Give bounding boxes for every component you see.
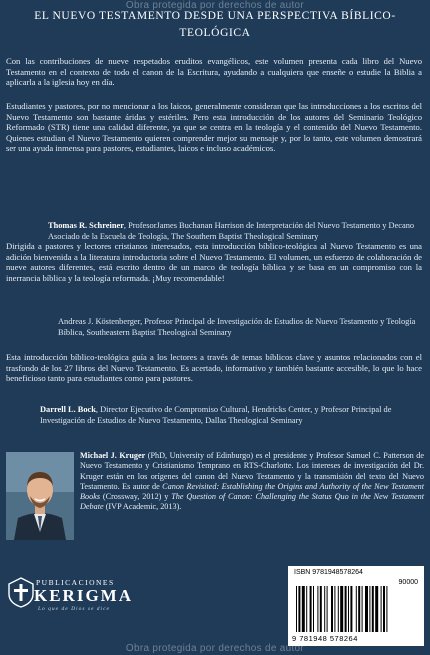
publisher-label: PUBLICACIONES: [36, 578, 115, 587]
author-name: Michael J. Kruger: [80, 451, 146, 460]
publisher-tagline: Lo que de Dios se dice: [38, 606, 110, 612]
publisher-logo: [6, 574, 146, 634]
endorsement-attribution-1: [48, 221, 424, 242]
endorser-name: Andreas J. Köstenberger: [58, 317, 141, 326]
endorsement-attribution-2: [58, 317, 424, 338]
bio-text-1: (PhD, University of Edinburgo) es el presidente y Profesor Samuel C. Patterson de Nuevo Testamento y Cristianismo Temprano en RTS-Charlotte. Los intereses de investigación del Dr. Kruger están en los orígenes del canon del Nuevo Testamento y la transmisión del texto del Nuevo Testamento. Es autor de: [80, 451, 424, 491]
price-code: 90000: [398, 579, 418, 586]
bio-text-2: (Crossway, 2012) y: [100, 492, 172, 502]
author-portrait-icon: [6, 452, 74, 540]
watermark-top: Obra protegida por derechos de autor: [125, 0, 305, 11]
endorser-title: , Profesor Principal de Investigación de Estudios de Nuevo Testamento y Teología Bíblica, Southeastern Baptist Theological Seminary: [58, 317, 416, 337]
endorser-name: Darrell L. Bock: [40, 405, 96, 414]
barcode: [288, 566, 424, 646]
back-cover-title: EL NUEVO TESTAMENTO DESDE UNA PERSPECTIVA BÍBLICO-TEOLÓGICA: [34, 10, 396, 39]
description-paragraph-2: Estudiantes y pastores, por no mencionar a los laicos, generalmente consideran que las introducciones a los escritos del Nuevo Testamento son bastante áridas y estériles. Pero esta introducción de los autores del Seminario Teológico Reformado (STR) tiene una calidad diferente, ya que se centra en la teología y el contenido del Nuevo Testamento. Quienes estudian el Nuevo Testamento quieren comprender mejor su mensaje y, por lo tanto, este volumen demostrará ser una ayuda inmensa para pastores, estudiantes, laicos e incluso académicos.: [6, 101, 422, 154]
endorsement-paragraph-2: Dirigida a pastores y lectores cristianos interesados, esta introducción bíblico-teológica al Nuevo Testamento es una adición bienvenida a la literatura introductoria sobre el Nuevo Testamento. El volumen, un esfuerzo de colaboración de nueve autores diferentes, está escrito dentro de un marco de teología bíblica y se basa en un compromiso con la inerrancia bíblica y la teología reformada. ¡Muy recomendable!: [6, 241, 422, 283]
publisher-emblem-icon: [6, 576, 36, 608]
book-title-1: Canon Revisited: Establishing the Origins and Authority of the New Testament Books: [80, 481, 424, 502]
endorsement-paragraph-3: Esta introducción bíblico-teológica guía a los lectores a través de temas bíblicos clave y asuntos relacionados con el trasfondo de los 27 libros del Nuevo Testamento. Es acertado, informativo y también bastante accesible, lo que lo hace beneficioso tanto para estudiantes como para pastores.: [6, 352, 422, 384]
endorser-title: , ProfesorJames Buchanan Harrison de Interpretación del Nuevo Testamento y Decano Asociado de la Escuela de Teología, The Southern Baptist Theological Seminary: [48, 221, 415, 241]
barcode-digits: 9 781948 578264: [292, 634, 358, 643]
publisher-name: KERIGMA: [34, 586, 133, 605]
barcode-bars-icon: [296, 586, 416, 634]
author-bio: [80, 451, 424, 513]
watermark-bottom: Obra protegida por derechos de autor: [125, 643, 305, 654]
book-title-2: The Question of Canon: Challenging the Status Quo in the New Testament Debate: [80, 492, 424, 512]
bio-text-3: (IVP Academic, 2013).: [103, 502, 182, 512]
isbn-label: ISBN 9781948578264: [294, 569, 363, 576]
author-photo: [6, 452, 74, 540]
description-paragraph-1: Con las contribuciones de nueve respetados eruditos evangélicos, este volumen presenta cada libro del Nuevo Testamento en el contexto de todo el canon de la Escritura, ayudando a cualquiera que enseñe o estudie la Biblia a aplicarla a la iglesia hoy en día.: [6, 56, 422, 88]
endorsement-attribution-3: [40, 405, 424, 426]
endorser-name: Thomas R. Schreiner: [48, 221, 124, 230]
endorser-title: , Director Ejecutivo de Compromiso Cultural, Hendricks Center, y Profesor Principal de Investigación de Estudios de Nuevo Testamento, Dallas Theological Seminary: [40, 405, 392, 425]
